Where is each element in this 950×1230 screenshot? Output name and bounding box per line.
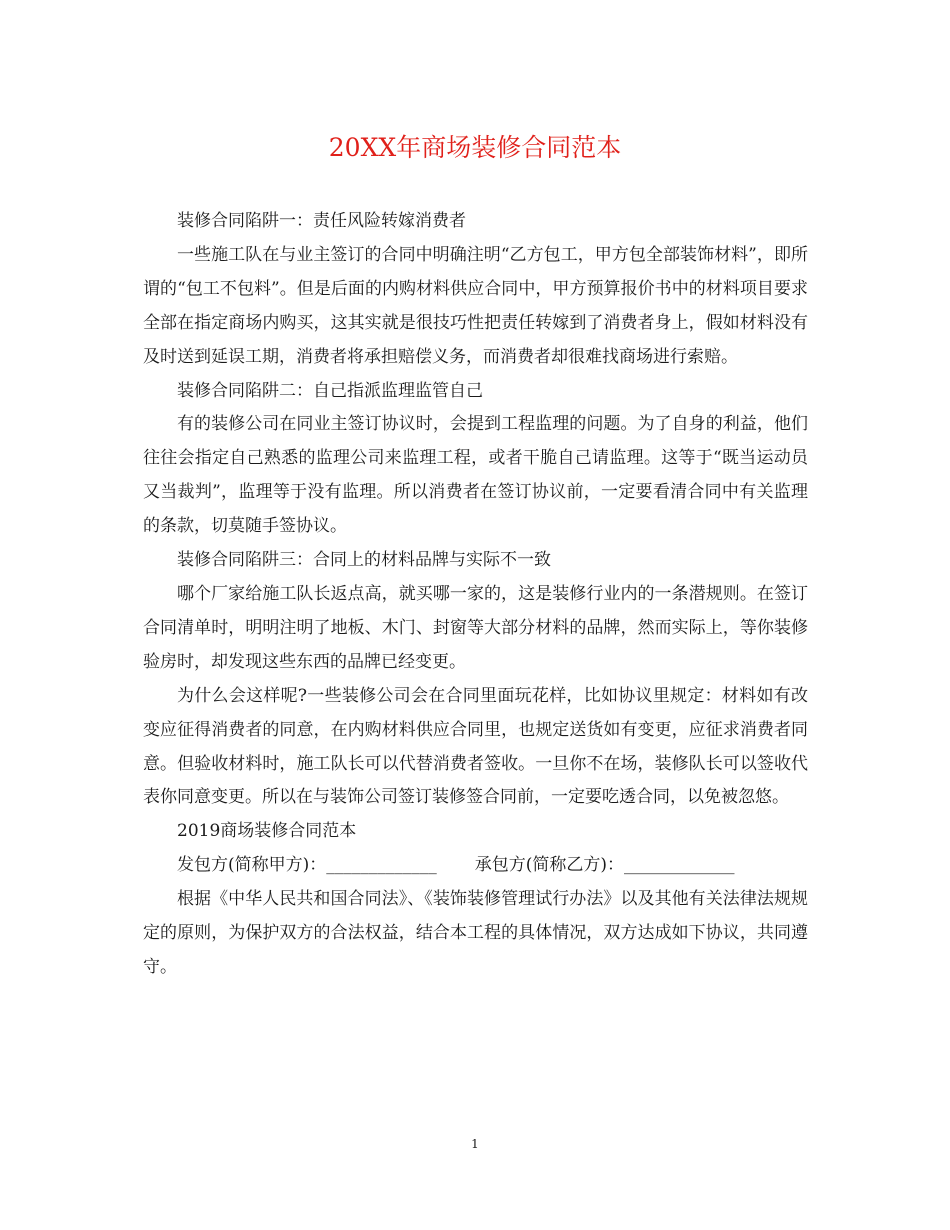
party-a-field: 发包方(简称甲方)：_____________	[177, 855, 437, 876]
document-body	[143, 205, 808, 985]
trap-one-paragraph: 一些施工队在与业主签订的合同中明确注明“乙方包工，甲方包全部装饰材料”，即所谓的“包工不包料”。但是后面的内购材料供应合同中，甲方预算报价书中的材料项目要求全部在指定商场内购买，这其实就是很技巧性把责任转嫁到了消费者身上，假如材料没有及时送到延误工期，消费者将承担赔偿义务，而消费者却很难找商场进行索赔。	[143, 244, 808, 367]
trap-two-paragraph: 有的装修公司在同业主签订协议时，会提到工程监理的问题。为了自身的利益，他们往往会指定自己熟悉的监理公司来监理工程，或者干脆自己请监理。这等于“既当运动员又当裁判”，监理等于没有监理。所以消费者在签订协议前，一定要看清合同中有关监理的条款，切莫随手签协议。	[143, 414, 808, 537]
page-number: 1	[471, 1137, 479, 1151]
trap-three-explanation: 为什么会这样呢?一些装修公司会在合同里面玩花样，比如协议里规定：材料如有改变应征得消费者的同意，在内购材料供应合同里，也规定送货如有变更，应征求消费者同意。但验收材料时，施工队长可以代替消费者签收。一旦你不在场，装修队长可以签收代表你同意变更。所以在与装饰公司签订装修签合同前，一定要吃透合同，以免被忽悠。	[143, 685, 808, 808]
trap-one-heading: 装修合同陷阱一：责任风险转嫁消费者	[177, 211, 466, 231]
party-row	[143, 849, 808, 883]
closing-paragraph: 根据《中华人民共和国合同法》、《装饰装修管理试行办法》以及其他有关法律法规规定的原则，为保护双方的合法权益，结合本工程的具体情况，双方达成如下协议，共同遵守。	[143, 889, 808, 977]
trap-two-heading: 装修合同陷阱二：自己指派监理监管自己	[177, 380, 483, 401]
trap-three-paragraph: 哪个厂家给施工队长返点高，就买哪一家的，这是装修行业内的一条潜规则。在签订合同清单时，明明注明了地板、木门、封窗等大部分材料的品牌，然而实际上，等你装修验房时，却发现这些东西的品牌已经变更。	[143, 583, 808, 672]
trap-three-heading: 装修合同陷阱三：合同上的材料品牌与实际不一致	[177, 550, 551, 571]
contract-template-heading: 2019商场装修合同范本	[177, 821, 357, 842]
document-title: 20XX年商场装修合同范本	[328, 133, 622, 162]
party-b-field: 承包方(简称乙方)：_____________	[474, 855, 735, 876]
